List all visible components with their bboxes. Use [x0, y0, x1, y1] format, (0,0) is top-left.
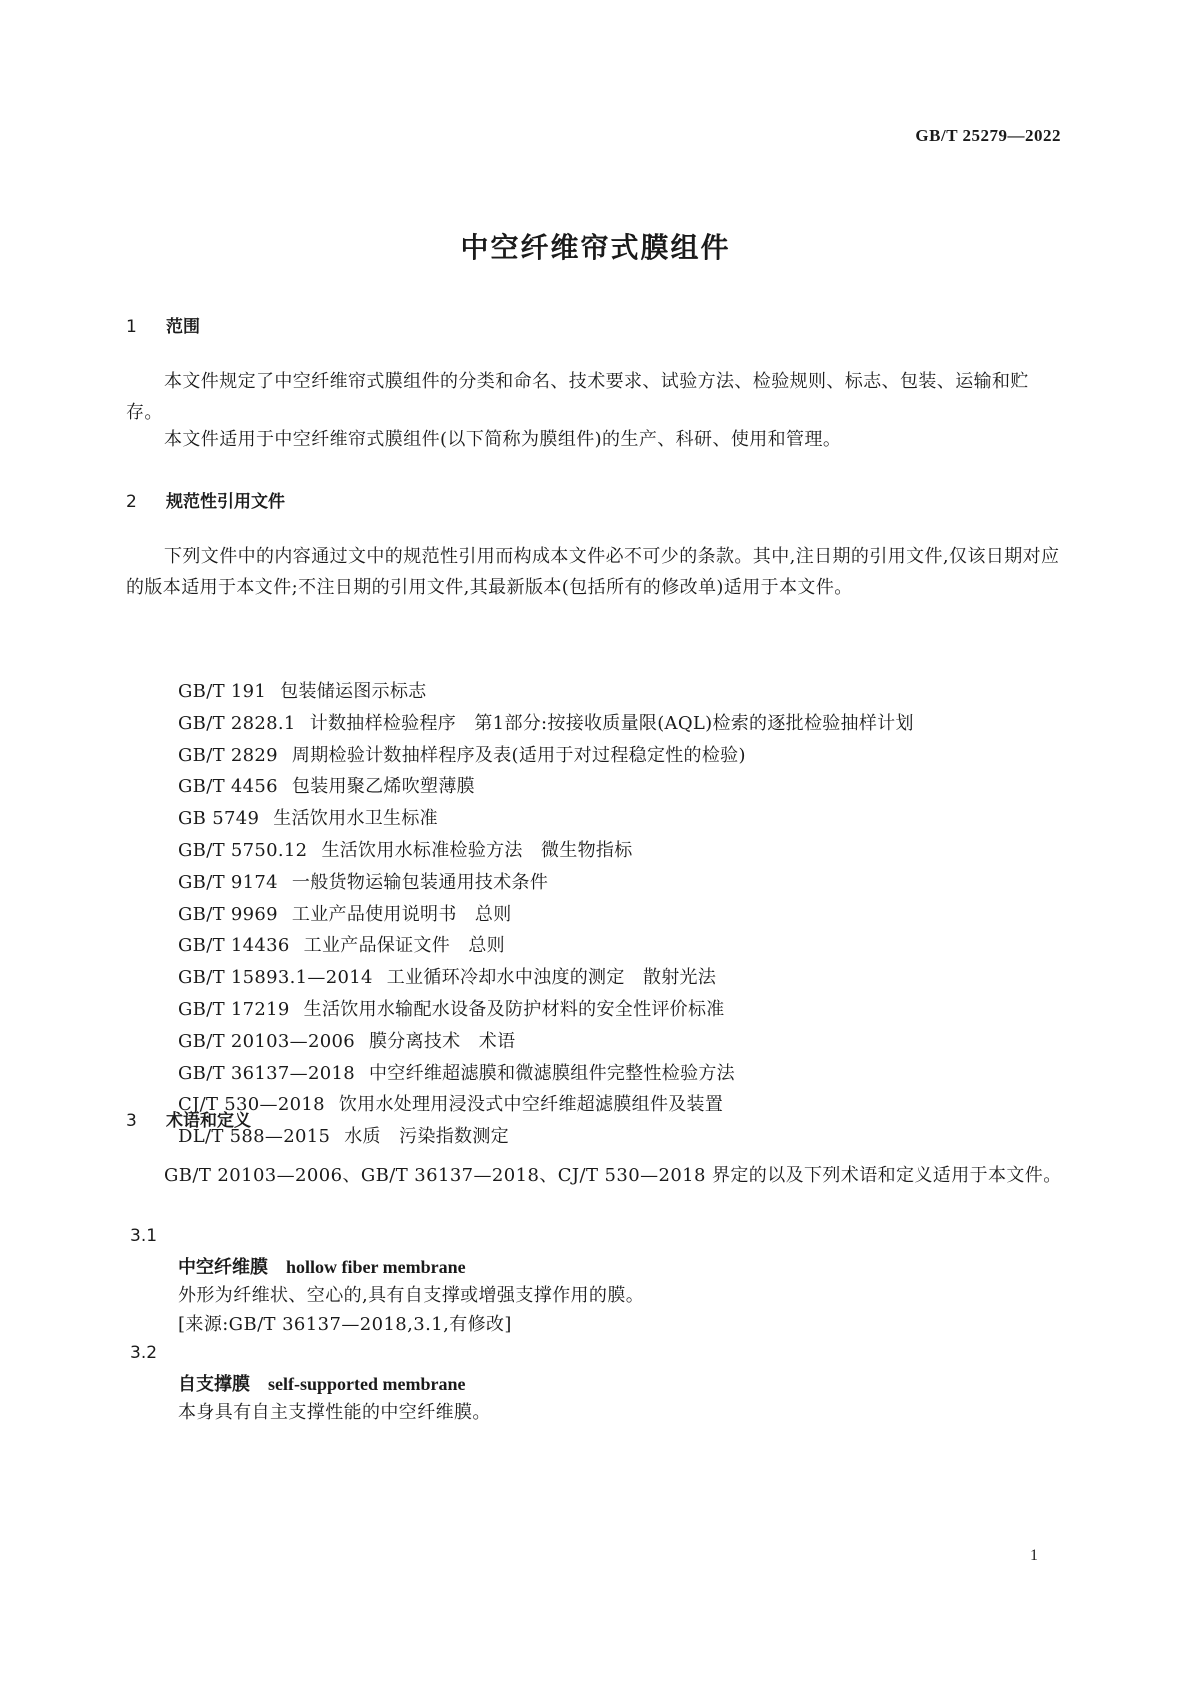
reference-item: GB/T 14436 工业产品保证文件 总则: [178, 935, 505, 957]
term-definition: 外形为纤维状、空心的,具有自支撑或增强支撑作用的膜。: [178, 1285, 645, 1306]
section-title: 规范性引用文件: [166, 492, 285, 512]
reference-list: [178, 676, 914, 1153]
reference-item: GB/T 2828.1 计数抽样检验程序 第1部分:按接收质量限(AQL)检索的逐批检验抽样计划: [178, 712, 914, 734]
terms-intro: GB/T 20103—2006、GB/T 36137—2018、CJ/T 530—2018 界定的以及下列术语和定义适用于本文件。: [164, 1165, 1062, 1186]
section-number: 3: [126, 1111, 137, 1131]
standard-code: GB/T 25279—2022: [915, 126, 1061, 145]
scope-paragraph-2: 本文件适用于中空纤维帘式膜组件(以下简称为膜组件)的生产、科研、使用和管理。: [164, 429, 842, 450]
reference-item: GB/T 36137—2018 中空纤维超滤膜和微滤膜组件完整性检验方法: [178, 1062, 735, 1084]
scope-paragraph-1: 本文件规定了中空纤维帘式膜组件的分类和命名、技术要求、试验方法、检验规则、标志、包装、运输和贮存。: [126, 371, 1029, 423]
section-heading-scope: [126, 312, 200, 337]
term-source: [来源:GB/T 36137—2018,3.1,有修改]: [178, 1314, 512, 1335]
reference-item: GB/T 5750.12 生活饮用水标准检验方法 微生物指标: [178, 839, 633, 861]
section-heading-terms-definitions: [126, 1106, 251, 1131]
section-title: 范围: [166, 317, 200, 337]
section-heading-normative-references: [126, 487, 285, 512]
reference-item: GB/T 4456 包装用聚乙烯吹塑薄膜: [178, 776, 475, 798]
section-number: 2: [126, 492, 137, 512]
reference-item: GB/T 17219 生活饮用水输配水设备及防护材料的安全性评价标准: [178, 998, 725, 1020]
term-definition: 本身具有自主支撑性能的中空纤维膜。: [178, 1402, 491, 1423]
reference-item: CJ/T 530—2018 饮用水处理用浸没式中空纤维超滤膜组件及装置: [178, 1094, 724, 1116]
references-intro: 下列文件中的内容通过文中的规范性引用而构成本文件必不可少的条款。其中,注日期的引用文件,仅该日期对应的版本适用于本文件;不注日期的引用文件,其最新版本(包括所有的修改单)适用于本文件。: [126, 546, 1060, 598]
term-zh: 自支撑膜: [178, 1374, 250, 1395]
page-number: 1: [1030, 1547, 1038, 1564]
term-en: self-supported membrane: [268, 1374, 466, 1394]
reference-item: GB/T 9174 一般货物运输包装通用技术条件: [178, 871, 549, 893]
term-number: 3.2: [130, 1343, 158, 1363]
reference-item: GB 5749 生活饮用水卫生标准: [178, 808, 438, 830]
section-title: 术语和定义: [166, 1111, 251, 1131]
document-title: 中空纤维帘式膜组件: [460, 231, 731, 264]
term-heading: [178, 1370, 465, 1396]
reference-item: GB/T 15893.1—2014 工业循环冷却水中浊度的测定 散射光法: [178, 967, 717, 989]
reference-item: GB/T 2829 周期检验计数抽样程序及表(适用于对过程稳定性的检验): [178, 744, 746, 766]
reference-item: GB/T 9969 工业产品使用说明书 总则: [178, 903, 512, 925]
term-zh: 中空纤维膜: [178, 1257, 268, 1278]
term-number: 3.1: [130, 1226, 158, 1246]
reference-item: GB/T 20103—2006 膜分离技术 术语: [178, 1030, 516, 1052]
reference-item: GB/T 191 包装储运图示标志: [178, 681, 427, 702]
term-heading: [178, 1253, 466, 1279]
term-en: hollow fiber membrane: [286, 1257, 466, 1277]
reference-item: DL/T 588—2015 水质 污染指数测定: [178, 1126, 509, 1148]
section-number: 1: [126, 317, 137, 337]
